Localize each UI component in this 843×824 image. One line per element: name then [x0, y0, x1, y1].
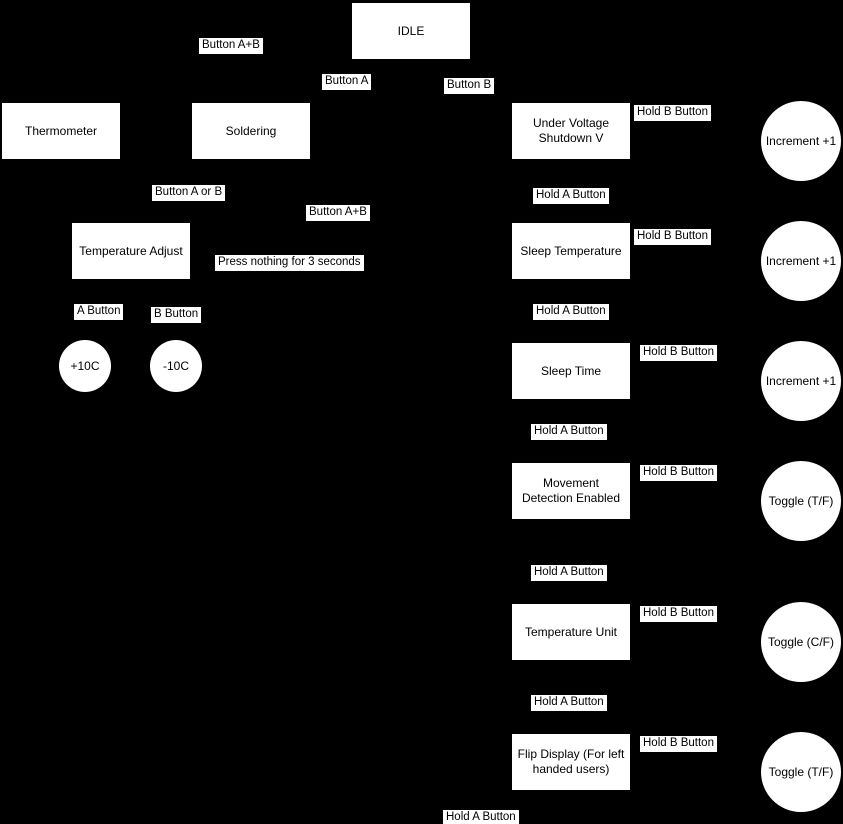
node-label: Under Voltage Shutdown V — [532, 116, 610, 145]
node-toggle-flip — [761, 732, 841, 812]
node-sleep-time — [511, 342, 631, 400]
node-increment-sleep-time — [761, 341, 841, 421]
node-toggle-movement — [761, 461, 841, 541]
node-label: Toggle (T/F) — [768, 764, 834, 779]
edge-label-button-a-b-top: Button A+B — [199, 38, 263, 54]
edge-label-hold-b-unit: Hold B Button — [640, 606, 717, 622]
node-temperature-adjust — [71, 222, 191, 280]
node-increment-uv — [761, 101, 841, 181]
node-label: Increment +1 — [765, 373, 837, 388]
edge-label-button-a-b-mid: Button A+B — [306, 205, 370, 221]
node-label: Increment +1 — [765, 253, 837, 268]
node-label: Soldering — [225, 123, 277, 138]
node-label: Toggle (T/F) — [768, 493, 834, 508]
edge-label-button-a: Button A — [322, 74, 371, 90]
edge-label-press-nothing: Press nothing for 3 seconds — [215, 255, 364, 271]
node-label: Toggle (C/F) — [767, 634, 835, 649]
edge-label-a-button: A Button — [74, 304, 123, 320]
node-label: -10C — [162, 358, 189, 373]
edge-label-hold-b-sleep-temp: Hold B Button — [634, 229, 711, 245]
edge-label-button-b: Button B — [444, 78, 494, 94]
edge-label-b-button: B Button — [151, 307, 201, 323]
edge-label-hold-b-flip: Hold B Button — [640, 736, 717, 752]
node-sleep-temperature — [511, 222, 631, 280]
edge-label-button-a-or-b: Button A or B — [152, 185, 225, 201]
edge-label-hold-b-under-voltage: Hold B Button — [634, 105, 711, 121]
edge-label-hold-a-bottom: Hold A Button — [443, 810, 519, 824]
node-soldering — [191, 102, 311, 160]
edge-label-hold-b-movement: Hold B Button — [640, 465, 717, 481]
node-label: Thermometer — [24, 123, 98, 138]
node-movement-detection — [511, 462, 631, 520]
node-toggle-unit — [761, 602, 841, 682]
node-label: Increment +1 — [765, 133, 837, 148]
node-thermometer — [1, 102, 121, 160]
edge-label-hold-a-to-unit: Hold A Button — [531, 565, 607, 581]
node-label: Temperature Unit — [524, 624, 618, 639]
edge-label-hold-a-to-movement: Hold A Button — [531, 424, 607, 440]
node-label: IDLE — [397, 23, 425, 38]
node-idle — [351, 2, 471, 60]
node-label: Sleep Time — [540, 363, 602, 378]
node-label: Flip Display (For left handed users) — [517, 747, 625, 776]
node-under-voltage — [511, 102, 631, 160]
node-label: Temperature Adjust — [79, 243, 183, 258]
node-temperature-unit — [511, 603, 631, 661]
edge-label-hold-a-to-sleep-temp: Hold A Button — [533, 188, 609, 204]
edge-label-hold-b-sleep-time: Hold B Button — [640, 345, 717, 361]
edge-label-hold-a-to-flip: Hold A Button — [531, 695, 607, 711]
node-label: +10C — [70, 358, 100, 373]
edge-label-hold-a-to-sleep-time: Hold A Button — [533, 304, 609, 320]
node-minus-10c — [150, 340, 202, 392]
node-increment-sleep-temp — [761, 221, 841, 301]
node-plus-10c — [59, 340, 111, 392]
node-label: Sleep Temperature — [520, 243, 622, 258]
node-label: Movement Detection Enabled — [521, 476, 621, 505]
node-flip-display — [511, 733, 631, 791]
